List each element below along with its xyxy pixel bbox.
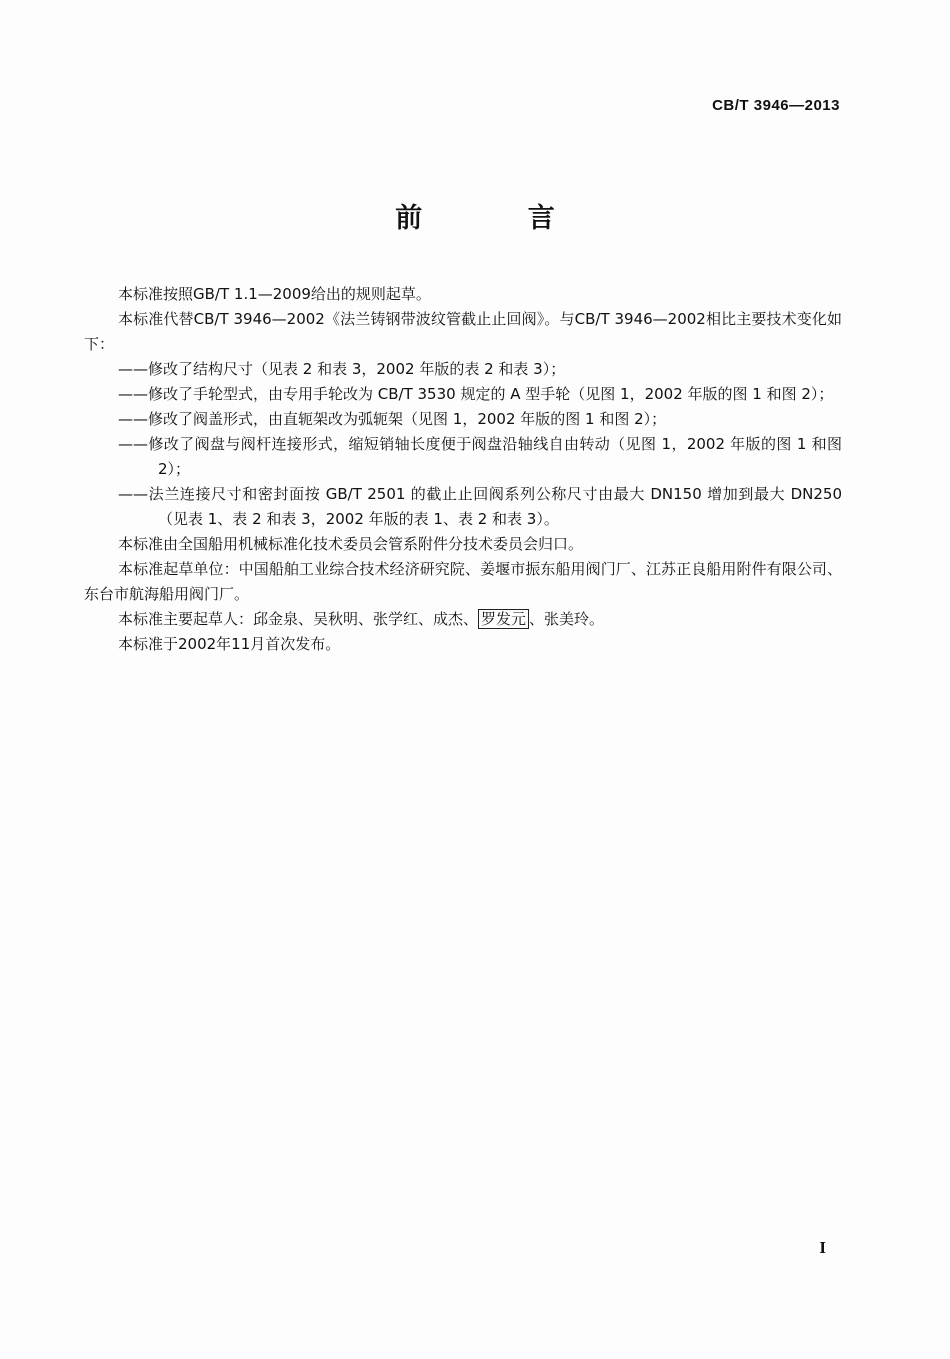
drafters-suffix: 、张美玲。 bbox=[529, 610, 605, 628]
change-item-3: ——修改了阀盖形式，由直轭架改为弧轭架（见图 1，2002 年版的图 1 和图 2）； bbox=[118, 410, 667, 428]
paragraph-replacement: 本标准代替CB/T 3946—2002《法兰铸钢带波纹管截止止回阀》。与CB/T 3946—2002相比主要技术变化如下： bbox=[84, 310, 842, 353]
paragraph-drafting-rules: 本标准按照GB/T 1.1—2009给出的规则起草。 bbox=[118, 285, 431, 303]
page-title: 前 言 bbox=[395, 203, 603, 234]
change-item-5: ——法兰连接尺寸和密封面按 GB/T 2501 的截止止回阀系列公称尺寸由最大 DN150 增加到最大 DN250（见表 1、表 2 和表 3，2002 年版的表 1、表 2 和表 3）。 bbox=[118, 485, 842, 528]
page-number: I bbox=[819, 1238, 826, 1257]
paragraph-drafting-units: 本标准起草单位：中国船舶工业综合技术经济研究院、姜堰市振东船用阀门厂、江苏正良船用附件有限公司、东台市航海船用阀门厂。 bbox=[84, 560, 842, 603]
change-item-4: ——修改了阀盘与阀杆连接形式，缩短销轴长度便于阀盘沿轴线自由转动（见图 1，2002 年版的图 1 和图 2）； bbox=[118, 435, 842, 478]
change-item-1: ——修改了结构尺寸（见表 2 和表 3，2002 年版的表 2 和表 3）； bbox=[118, 360, 566, 378]
change-item-2: ——修改了手轮型式，由专用手轮改为 CB/T 3530 规定的 A 型手轮（见图 1，2002 年版的图 1 和图 2）； bbox=[118, 385, 834, 403]
paragraph-drafters bbox=[84, 607, 842, 632]
boxed-drafter-name: 罗发元 bbox=[478, 609, 529, 629]
standard-number: CB/T 3946—2013 bbox=[712, 97, 840, 114]
paragraph-committee: 本标准由全国船用机械标准化技术委员会管系附件分技术委员会归口。 bbox=[118, 535, 584, 553]
paragraph-first-publication: 本标准于2002年11月首次发布。 bbox=[118, 635, 341, 653]
drafters-prefix: 本标准主要起草人：邱金泉、吴秋明、张学红、成杰、 bbox=[118, 610, 479, 628]
foreword-body bbox=[84, 282, 842, 657]
